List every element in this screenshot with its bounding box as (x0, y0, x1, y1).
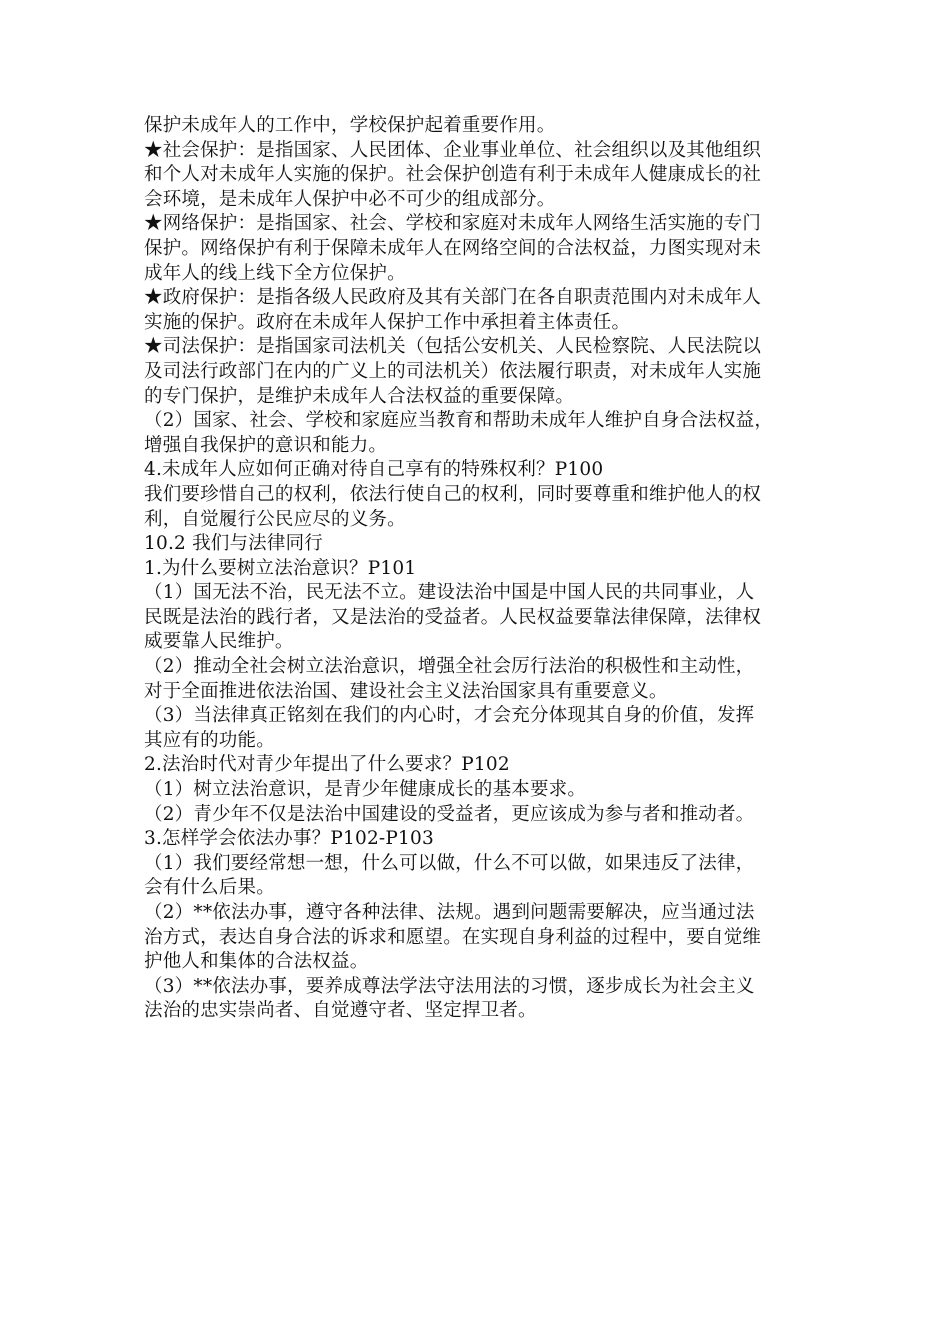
text-line: 治方式，表达自身合法的诉求和愿望。在实现自身利益的过程中，要自觉维 (144, 926, 762, 948)
text-line: 的专门保护，是维护未成年人合法权益的重要保障。 (144, 385, 575, 407)
text-line: 增强自我保护的意识和能力。 (144, 434, 388, 456)
text-line: 实施的保护。政府在未成年人保护工作中承担着主体责任。 (144, 311, 631, 333)
text-line: 护他人和集体的合法权益。 (144, 951, 369, 973)
text-line: 民既是法治的践行者，又是法治的受益者。人民权益要靠法律保障，法律权 (144, 606, 762, 628)
text-line: 4.未成年人应如何正确对待自己享有的特殊权利？P100 (144, 459, 604, 481)
text-line: （2）国家、社会、学校和家庭应当教育和帮助未成年人维护自身合法权益， (144, 410, 774, 432)
text-line: 2.法治时代对青少年提出了什么要求？P102 (144, 754, 510, 776)
text-line: ★司法保护：是指国家司法机关（包括公安机关、人民检察院、人民法院以 (144, 336, 762, 358)
text-line: 10.2 我们与法律同行 (144, 533, 323, 555)
text-line: （1）树立法治意识，是青少年健康成长的基本要求。 (144, 779, 587, 801)
text-line: 对于全面推进依法治国、建设社会主义法治国家具有重要意义。 (144, 680, 668, 702)
text-line: 我们要珍惜自己的权利，依法行使自己的权利，同时要尊重和维护他人的权 (144, 483, 762, 505)
text-line: （3）当法律真正铭刻在我们的内心时，才会充分体现其自身的价值，发挥 (144, 705, 755, 727)
text-line: 保护。网络保护有利于保障未成年人在网络空间的合法权益，力图实现对未 (144, 237, 762, 259)
text-line: 保护未成年人的工作中，学校保护起着重要作用。 (144, 115, 556, 136)
text-line: ★社会保护：是指国家、人民团体、企业事业单位、社会组织以及其他组织 (144, 139, 762, 161)
text-line: 和个人对未成年人实施的保护。社会保护创造有利于未成年人健康成长的社 (144, 164, 762, 186)
text-line: （2）推动全社会树立法治意识，增强全社会厉行法治的积极性和主动性， (144, 656, 755, 678)
text-line: ★政府保护：是指各级人民政府及其有关部门在各自职责范围内对未成年人 (144, 287, 762, 309)
text-line: 其应有的功能。 (144, 729, 275, 751)
document-body (144, 114, 824, 1024)
text-line: 及司法行政部门在内的广义上的司法机关）依法履行职责，对未成年人实施 (144, 360, 762, 382)
text-line: 会环境，是未成年人保护中必不可少的组成部分。 (144, 188, 556, 210)
text-line: （2）**依法办事，遵守各种法律、法规。遇到问题需要解决，应当通过法 (144, 902, 755, 923)
text-line: 法治的忠实崇尚者、自觉遵守者、坚定捍卫者。 (144, 1000, 537, 1022)
text-line: （1）国无法不治，民无法不立。建设法治中国是中国人民的共同事业，人 (144, 582, 755, 604)
text-line: 利，自觉履行公民应尽的义务。 (144, 508, 406, 530)
text-line: ★网络保护：是指国家、社会、学校和家庭对未成年人网络生活实施的专门 (144, 213, 762, 235)
text-line: 1.为什么要树立法治意识？P101 (144, 557, 417, 579)
text-line: （1）我们要经常想一想，什么可以做，什么不可以做，如果违反了法律， (144, 852, 755, 874)
text-line: 会有什么后果。 (144, 877, 275, 899)
text-line: （3）**依法办事，要养成尊法学法守法用法的习惯，逐步成长为社会主义 (144, 975, 755, 997)
text-line: （2）青少年不仅是法治中国建设的受益者，更应该成为参与者和推动者。 (144, 803, 755, 825)
text-line: 3.怎样学会依法办事？P102-P103 (144, 828, 434, 850)
text-line: 威要靠人民维护。 (144, 631, 294, 653)
text-line: 成年人的线上线下全方位保护。 (144, 262, 406, 284)
